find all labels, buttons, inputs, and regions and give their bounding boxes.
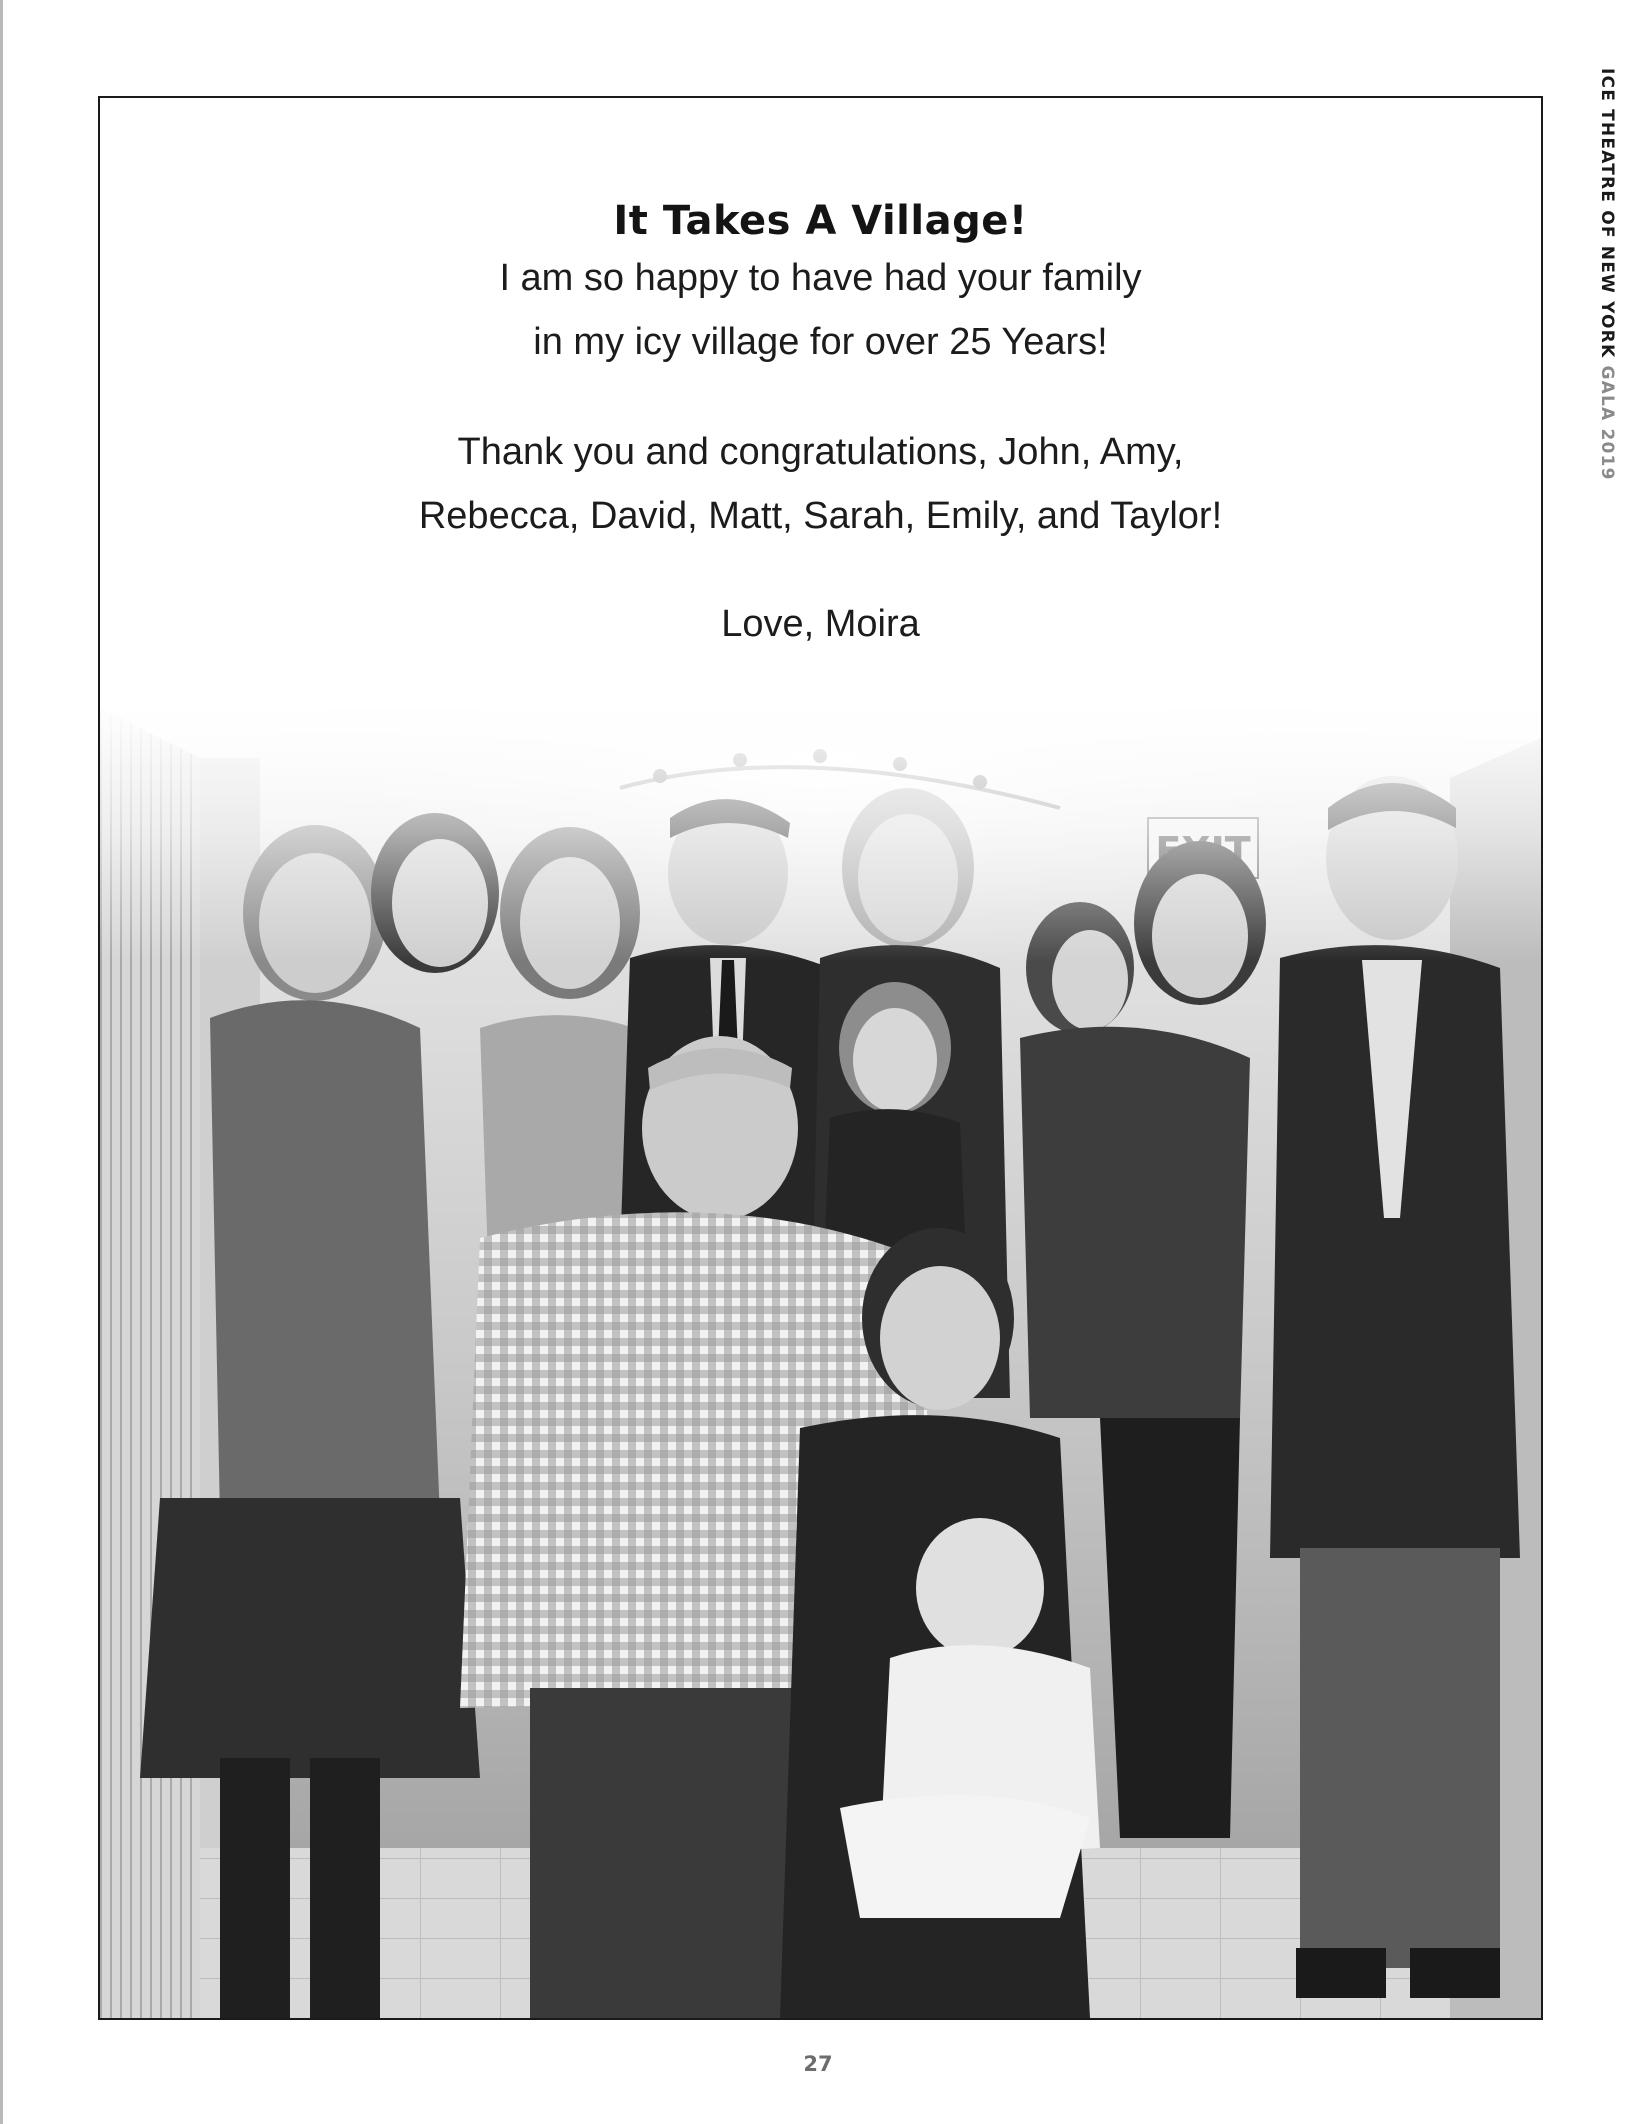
page-number: 27	[803, 2052, 833, 2076]
message-line-2: in my icy village for over 25 Years!	[533, 321, 1108, 363]
running-header-organization: ICE THEATRE OF NEW YORK	[1597, 68, 1617, 359]
message-line-3: Thank you and congratulations, John, Amy,	[457, 431, 1184, 473]
running-header	[1597, 68, 1617, 481]
ad-frame	[98, 96, 1543, 2020]
dedication-message	[100, 196, 1541, 656]
message-title: It Takes A Village!	[613, 198, 1028, 244]
page-edge-shadow	[0, 0, 3, 2124]
message-line-4: Rebecca, David, Matt, Sarah, Emily, and Taylor!	[418, 495, 1223, 537]
message-signature: Love, Moira	[721, 603, 920, 645]
family-photo	[100, 698, 1541, 2018]
message-line-1: I am so happy to have had your family	[499, 257, 1142, 299]
running-header-event: GALA 2019	[1597, 365, 1617, 481]
